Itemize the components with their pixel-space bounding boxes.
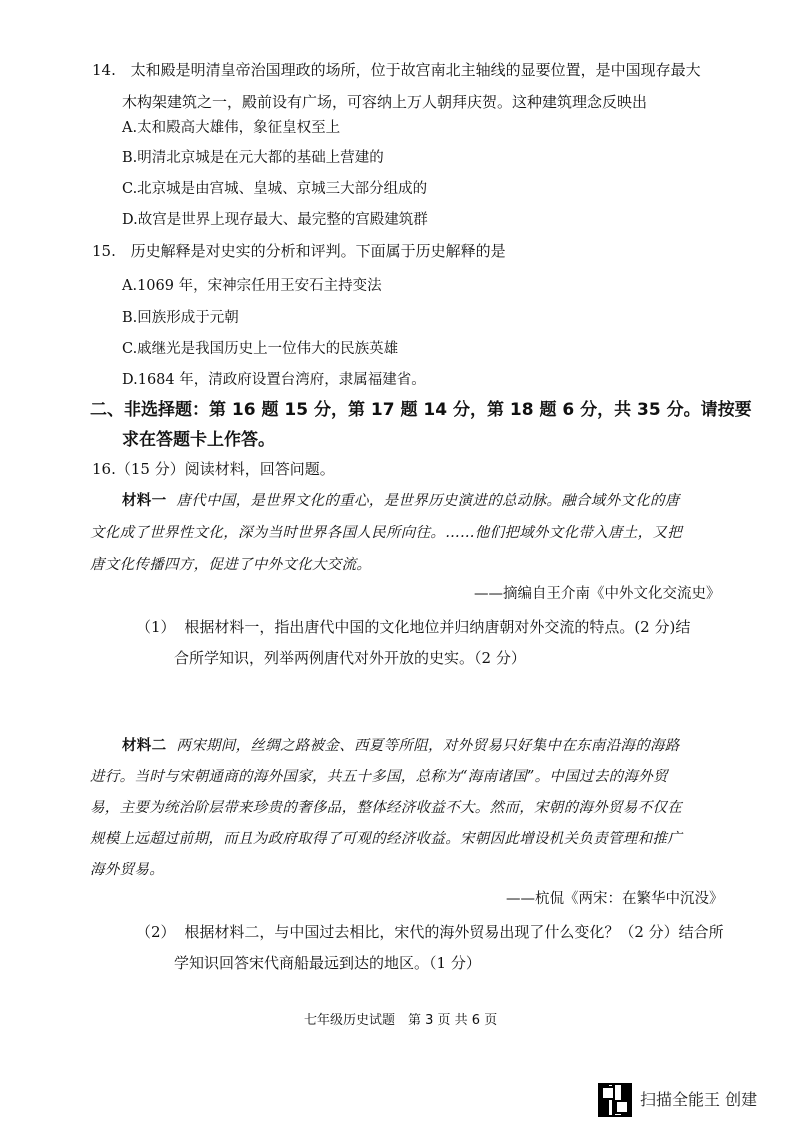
- q16-material2-line2: 进行。当时与宋朝通商的海外国家，共五十多国，总称为“海南诸国”。中国过去的海外贸: [90, 769, 668, 785]
- q16-sub1-line2: 合所学知识，列举两例唐代对外开放的史实。（2 分）: [174, 649, 526, 667]
- q16-material1-line3: 唐文化传播四方，促进了中外文化大交流。: [90, 557, 372, 573]
- q16-sub1-line1: [136, 617, 690, 637]
- q16-material1-source: ——摘编自王介南《中外文化交流史》: [474, 586, 721, 602]
- q16-material2-line4: 规模上远超过前期，而且为政府取得了可观的经济收益。宋朝因此增设机关负责管理和推广: [90, 831, 682, 847]
- q15-option-d: D.1684 年，清政府设置台湾府，隶属福建省。: [122, 372, 426, 388]
- q15-number: 15.: [92, 242, 116, 260]
- q16-sub2-line1: [136, 922, 724, 942]
- sub1-text: 根据材料一，指出唐代中国的文化地位并归纳唐朝对外交流的特点。(2 分)结: [184, 618, 691, 636]
- material1-text: 唐代中国，是世界文化的重心，是世界历史演进的总动脉。融合域外文化的唐: [176, 493, 680, 509]
- page-footer: 七年级历史试题 第 3 页 共 6 页: [304, 1013, 498, 1028]
- q16-material1-line2: 文化成了世界性文化，深为当时世界各国人民所向往。……他们把域外文化带入唐土，又把: [90, 525, 682, 541]
- q15-option-c: C.戚继光是我国历史上一位伟大的民族英雄: [122, 341, 399, 357]
- section2-heading-line2: 求在答题卡上作答。: [122, 430, 275, 450]
- q14-stem: 太和殿是明清皇帝治国理政的场所，位于故宫南北主轴线的显要位置，是中国现存最大: [130, 61, 701, 79]
- qr-code-icon: [598, 1083, 632, 1117]
- q14-number: 14.: [92, 61, 116, 79]
- q16-material1-line1: [122, 491, 680, 511]
- q14-option-d: D.故宫是世界上现存最大、最完整的宫殿建筑群: [122, 212, 428, 228]
- material2-text: 两宋期间，丝绸之路被金、西夏等所阻，对外贸易只好集中在东南沿海的海路: [176, 738, 680, 754]
- q15-option-b: B.回族形成于元朝: [122, 310, 239, 326]
- sub2-text: 根据材料二，与中国过去相比，宋代的海外贸易出现了什么变化？（2 分）结合所: [184, 923, 724, 941]
- q16-material2-line1: [122, 736, 680, 756]
- q14-option-b: B.明清北京城是在元大都的基础上营建的: [122, 150, 384, 166]
- q16-material2-line5: 海外贸易。: [90, 862, 164, 878]
- q16-sub2-line2: 学知识回答宋代商船最远到达的地区。（1 分）: [174, 954, 481, 972]
- sub2-number: （2）: [136, 923, 176, 941]
- q15-stem-line: [92, 241, 506, 261]
- material1-label: 材料一: [122, 492, 167, 509]
- scanner-watermark: 扫描全能王 创建: [640, 1090, 758, 1109]
- q14-option-c: C.北京城是由宫城、皇城、京城三大部分组成的: [122, 181, 428, 197]
- section2-heading-line1: 二、非选择题：第 16 题 15 分，第 17 题 14 分，第 18 题 6 分，共 35 分。请按要: [90, 400, 752, 420]
- material2-label: 材料二: [122, 737, 167, 754]
- q15-option-a: A.1069 年，宋神宗任用王安石主持变法: [122, 278, 382, 294]
- q16-header: 16.（15 分）阅读材料，回答问题。: [92, 460, 335, 478]
- q14-option-a: A.太和殿高大雄伟，象征皇权至上: [122, 120, 341, 136]
- sub1-number: （1）: [136, 618, 176, 636]
- q14-stem-line1: [92, 60, 701, 80]
- q16-material2-source: ——杭侃《两宋：在繁华中沉没》: [506, 891, 724, 907]
- q14-stem-line2: 木构架建筑之一，殿前设有广场，可容纳上万人朝拜庆贺。这种建筑理念反映出: [122, 93, 648, 111]
- q15-stem: 历史解释是对史实的分析和评判。下面属于历史解释的是: [130, 242, 506, 260]
- q16-material2-line3: 易，主要为统治阶层带来珍贵的奢侈品，整体经济收益不大。然而，宋朝的海外贸易不仅在: [90, 800, 682, 816]
